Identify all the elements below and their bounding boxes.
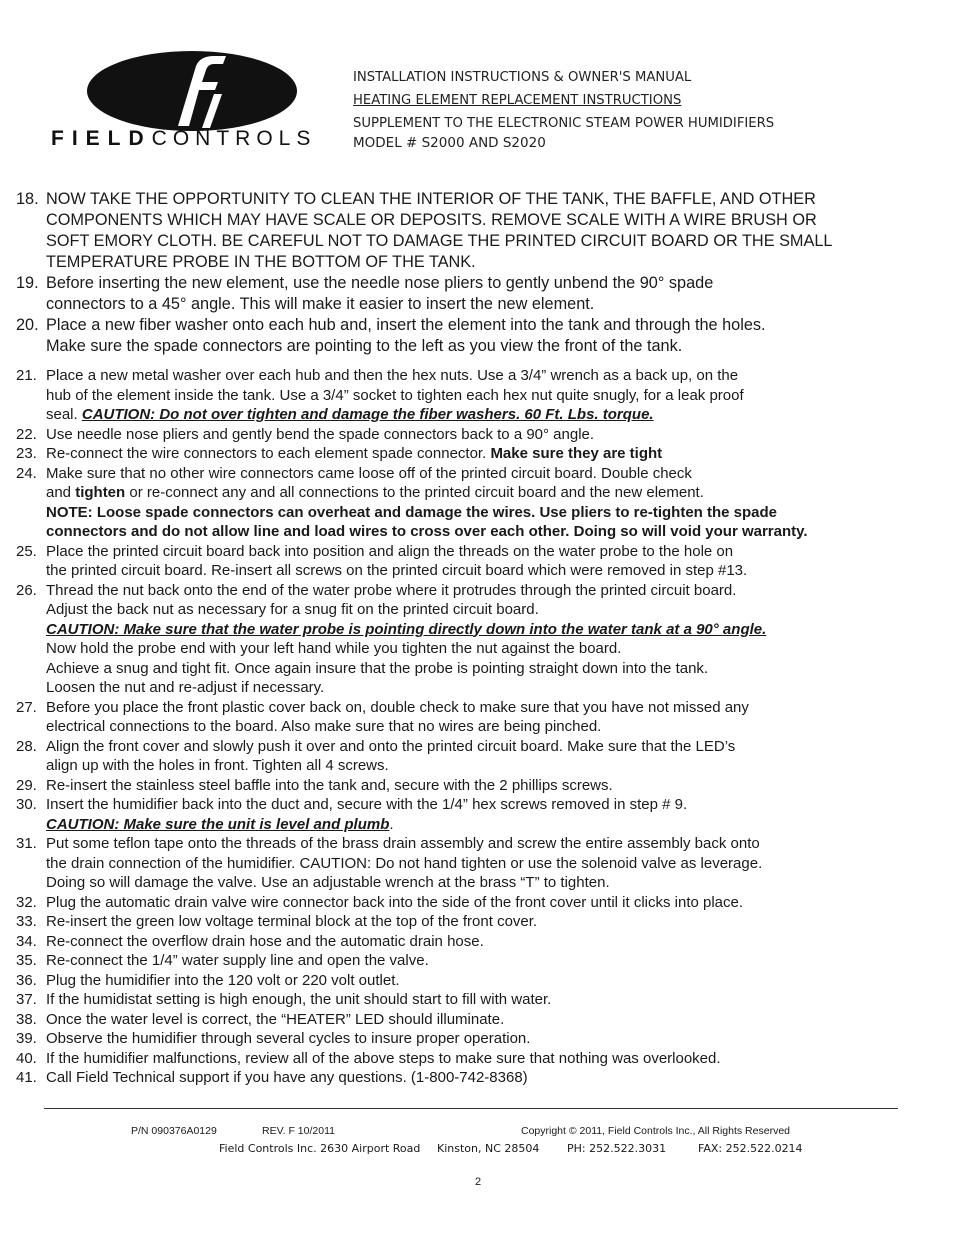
emphasis-text: tighten [75,484,126,501]
footer-divider [44,1108,898,1109]
step-text: Plug the humidifier into the 120 volt or 220 volt outlet. [46,971,400,989]
footer-phone: PH: 252.522.3031 [567,1142,667,1155]
step-text: Use needle nose pliers and gently bend the spade connectors back to a 90° angle. [46,425,595,443]
step-41 [0,1068,954,1088]
footer-part-number: P/N 090376A0129 [131,1125,217,1137]
step-text: COMPONENTS WHICH MAY HAVE SCALE OR DEPOSITS. REMOVE SCALE WITH A WIRE BRUSH OR [46,211,817,229]
logo-brand-light: CONTROLS [151,127,317,150]
step-20 [0,315,954,357]
step-text-part: or re-connect any and all connections to the printed circuit board and the new element. [125,484,704,501]
step-31 [0,834,954,893]
step-number: 31. [16,835,37,852]
step-text: Insert the humidifier back into the duct and, secure with the 1/4” hex screws removed in step # 9. [46,796,688,813]
step-number: 36. [16,971,37,989]
header-title: INSTALLATION INSTRUCTIONS & OWNER'S MANUAL [353,70,692,85]
instruction-steps [0,189,954,1088]
step-number: 37. [16,991,37,1008]
step-38 [0,1010,954,1030]
step-text: Place a new metal washer over each hub and then the hex nuts. Use a 3/4” wrench as a back up, on the [46,367,739,384]
header-model: MODEL # S2000 AND S2020 [353,135,546,151]
step-text [46,483,954,503]
step-number: 38. [16,1010,37,1028]
step-text: electrical connections to the board. Also make sure that no wires are being pinched. [46,718,602,735]
step-24 [0,464,954,542]
step-number: 40. [16,1049,37,1067]
step-40 [0,1049,954,1069]
step-text: SOFT EMORY CLOTH. BE CAREFUL NOT TO DAMAGE THE PRINTED CIRCUIT BOARD OR THE SMALL [46,232,833,250]
step-text: Place the printed circuit board back into position and align the threads on the water probe to the hole on [46,542,734,560]
step-number: 33. [16,913,37,930]
note-text: connectors and do not allow line and load wires to cross over each other. Doing so will void your warranty. [46,523,808,540]
step-text [46,444,954,464]
step-text: Put some teflon tape onto the threads of the brass drain assembly and screw the entire assembly back onto [46,835,760,852]
header-supplement: SUPPLEMENT TO THE ELECTRONIC STEAM POWER HUMIDIFIERS [353,116,775,131]
step-text: Before inserting the new element, use the needle nose pliers to gently unbend the 90° spade [46,274,714,292]
step-number: 18. [16,190,39,208]
step-text: Plug the automatic drain valve wire connector back into the side of the front cover until it clicks into place. [46,893,744,911]
logo-brand-bold: FIELD [51,127,152,150]
step-26 [0,581,954,698]
step-22 [0,425,954,445]
step-text [46,405,954,425]
step-text: Loosen the nut and re-adjust if necessary. [46,679,325,696]
logo-f-mark-icon [86,50,298,132]
step-text: Achieve a snug and tight fit. Once again insure that the probe is pointing straight down into the tank. [46,659,709,677]
step-number: 21. [16,367,37,384]
step-text: Make sure that no other wire connectors came loose off of the printed circuit board. Double check [46,464,692,482]
step-text: the drain connection of the humidifier. CAUTION: Do not hand tighten or use the solenoid valve as leverage. [46,854,763,872]
step-number: 20. [16,316,39,334]
step-text: Align the front cover and slowly push it over and onto the printed circuit board. Make sure that the LED’s [46,737,736,755]
step-25 [0,542,954,581]
step-number: 41. [16,1069,37,1086]
step-39 [0,1029,954,1049]
step-19 [0,273,954,315]
step-text: Call Field Technical support if you have any questions. (1-800-742-8368) [46,1069,528,1086]
footer-copyright: Copyright © 2011, Field Controls Inc., All Rights Reserved [521,1125,790,1137]
emphasis-text: Make sure they are tight [490,445,663,462]
step-text [46,815,954,835]
document-header [353,66,774,152]
step-number: 26. [16,581,37,599]
caution-text: CAUTION: Make sure that the water probe is pointing directly down into the water tank at a 90° angle. [46,620,767,638]
caution-text: CAUTION: Make sure the unit is level and plumb [46,815,390,833]
note-text: NOTE: Loose spade connectors can overheat and damage the wires. Use pliers to re-tighten the spade [46,503,778,521]
step-33 [0,912,954,932]
step-text-part: . [389,815,394,833]
step-32 [0,893,954,913]
step-text-part: and [46,484,76,501]
step-text: NOW TAKE THE OPPORTUNITY TO CLEAN THE INTERIOR OF THE TANK, THE BAFFLE, AND OTHER [46,190,816,208]
step-text-part: Re-connect the wire connectors to each element spade connector. [46,445,491,462]
step-text: hub of the element inside the tank. Use a 3/4” socket to tighten each hex nut quite snugly, for a leak proof [46,386,744,404]
step-number: 35. [16,952,37,969]
step-text: Re-insert the stainless steel baffle into the tank and, secure with the 2 phillips screws. [46,776,613,794]
step-21 [0,366,954,425]
step-37 [0,990,954,1010]
step-text: Re-connect the overflow drain hose and the automatic drain hose. [46,932,484,950]
header-subtitle: HEATING ELEMENT REPLACEMENT INSTRUCTIONS [353,93,682,108]
page-number: 2 [475,1176,482,1188]
step-23 [0,444,954,464]
footer-fax: FAX: 252.522.0214 [698,1142,803,1155]
step-number: 39. [16,1030,37,1047]
step-number: 34. [16,932,37,950]
step-text: Observe the humidifier through several cycles to insure proper operation. [46,1030,531,1047]
step-36 [0,971,954,991]
step-text: Before you place the front plastic cover back on, double check to make sure that you have not missed any [46,698,749,716]
step-number: 29. [16,776,37,794]
footer-city: Kinston, NC 28504 [437,1142,540,1155]
step-number: 23. [16,445,37,462]
step-number: 22. [16,425,37,443]
step-text: the printed circuit board. Re-insert all screws on the printed circuit board which were removed in step #13. [46,562,748,579]
step-28 [0,737,954,776]
step-number: 19. [16,274,39,292]
field-controls-logo [48,44,338,154]
step-text: Now hold the probe end with your left hand while you tighten the nut against the board. [46,640,622,657]
step-number: 24. [16,464,37,482]
step-text: Once the water level is correct, the “HEATER” LED should illuminate. [46,1010,505,1028]
step-18 [0,189,954,273]
step-text: align up with the holes in front. Tighten all 4 screws. [46,757,389,774]
step-34 [0,932,954,952]
step-29 [0,776,954,796]
step-number: 28. [16,737,37,755]
step-text: TEMPERATURE PROBE IN THE BOTTOM OF THE TANK. [46,253,476,271]
footer-address: Field Controls Inc. 2630 Airport Road [219,1142,421,1155]
step-35 [0,951,954,971]
step-number: 25. [16,542,37,560]
step-text: Doing so will damage the valve. Use an adjustable wrench at the brass “T” to tighten. [46,874,610,891]
step-text: Re-insert the green low voltage terminal block at the top of the front cover. [46,913,538,930]
step-text: Thread the nut back onto the end of the water probe where it protrudes through the printed circuit board. [46,581,737,599]
step-text: If the humidistat setting is high enough, the unit should start to fill with water. [46,991,552,1008]
step-text: Place a new fiber washer onto each hub and, insert the element into the tank and through the holes. [46,316,766,334]
step-number: 30. [16,796,37,813]
step-text: Adjust the back nut as necessary for a snug fit on the printed circuit board. [46,601,539,618]
step-text: Make sure the spade connectors are pointing to the left as you view the front of the tank. [46,337,683,355]
step-number: 27. [16,698,37,716]
step-30 [0,795,954,834]
step-number: 32. [16,893,37,911]
logo-wordmark [51,127,316,151]
step-text: Re-connect the 1/4” water supply line and open the valve. [46,952,429,969]
footer-revision: REV. F 10/2011 [262,1125,335,1137]
caution-text: CAUTION: Do not over tighten and damage the fiber washers. 60 Ft. Lbs. torque. [81,406,654,423]
step-text-part: seal. [46,406,82,423]
step-text: If the humidifier malfunctions, review all of the above steps to make sure that nothing was overlooked. [46,1049,721,1067]
step-27 [0,698,954,737]
step-text: connectors to a 45° angle. This will make it easier to insert the new element. [46,295,595,313]
